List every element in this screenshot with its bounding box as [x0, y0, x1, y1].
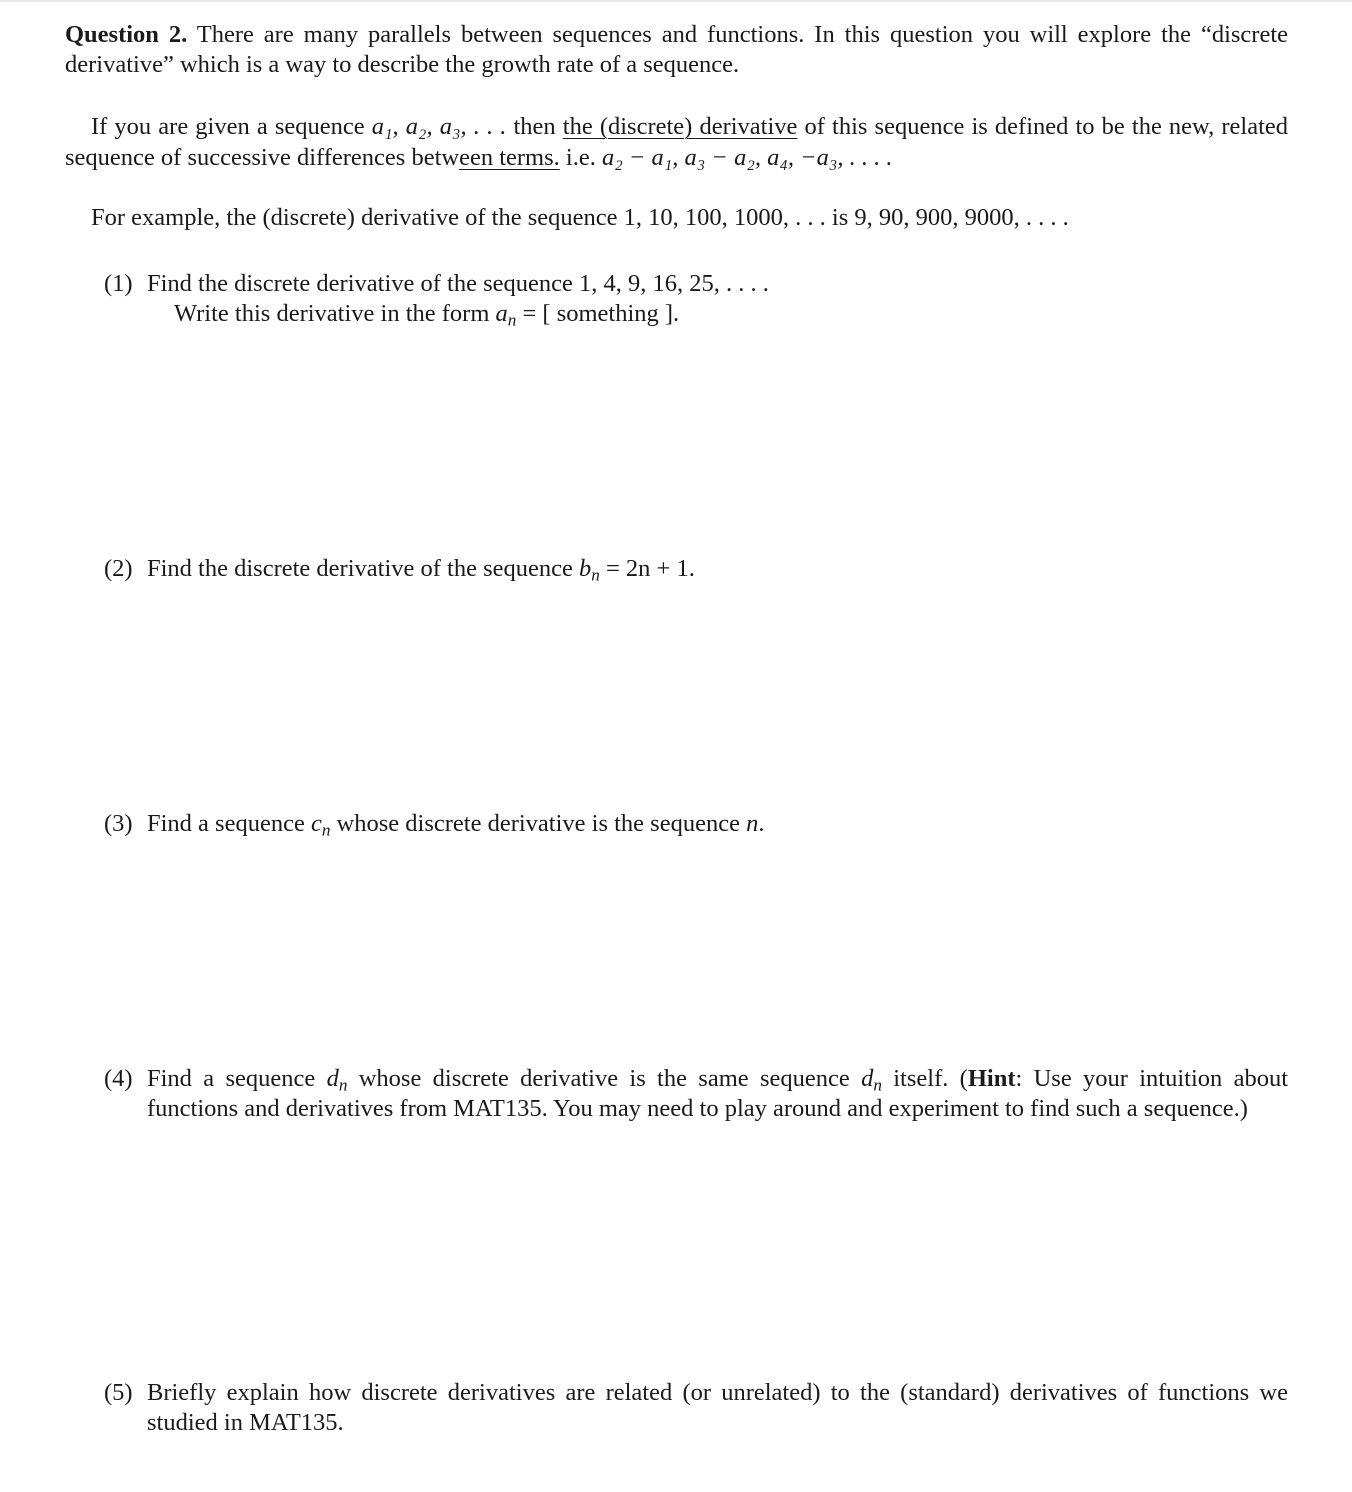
part-4-sub-b: n	[873, 1075, 882, 1095]
definition-lead: If you are given a sequence	[91, 113, 365, 140]
definition-then: then	[513, 113, 556, 140]
part-4-sub-a: n	[338, 1075, 348, 1095]
part-1-number: (1)	[104, 270, 133, 297]
part-3-sub: n	[321, 820, 331, 840]
part-1-form-var: a	[495, 299, 508, 327]
example-result: 9, 90, 900, 9000, . . . .	[854, 204, 1069, 231]
part-3-period: .	[758, 810, 765, 837]
part-3-var: c	[310, 810, 322, 837]
part-1-line-1	[147, 269, 1288, 299]
part-4-text-b: whose discrete derivative is the same sequence	[358, 1065, 850, 1092]
part-1-line-2	[147, 299, 1288, 329]
part-1-text: Find the discrete derivative of the sequence	[147, 270, 573, 297]
definition-term-underlined: the (discrete) derivative	[562, 113, 798, 140]
part-3-text-a: Find a sequence	[147, 810, 305, 837]
definition-term-underlined-2: een terms.	[459, 144, 560, 171]
part-4-text-a: Find a sequence	[147, 1065, 316, 1092]
part-4-body	[147, 1064, 1288, 1123]
definition-ie: i.e.	[565, 144, 596, 171]
example-lead: For example, the (discrete) derivative of the sequence	[91, 204, 618, 231]
part-1-form-rest: = [ something ].	[516, 299, 680, 327]
part-4-var-b: d	[861, 1065, 874, 1092]
part-2-sub: n	[591, 565, 600, 585]
definition-middle: of this sequence is defined to be the new, related sequence of successive differences betw	[65, 113, 1289, 171]
definition-differences: a₂ − a₁, a₃ − a₂, a₄, −a₃, . . . .	[601, 144, 893, 171]
part-2	[104, 554, 1288, 586]
page-top-border	[0, 0, 1352, 2]
part-1-form-sub: n	[507, 309, 517, 329]
part-5-text: Briefly explain how discrete derivatives are related (or unrelated) to the (standard) derivatives of functions we studied in MAT135.	[147, 1379, 1288, 1436]
part-4	[104, 1064, 1288, 1156]
part-4-hint-label: Hint	[967, 1065, 1016, 1092]
part-2-rest: = 2n + 1.	[599, 555, 695, 582]
part-1	[104, 269, 1288, 333]
part-5-body	[147, 1378, 1288, 1437]
part-5	[104, 1378, 1288, 1440]
sequence-a-terms: a₁, a₂, a₃, . . .	[371, 113, 507, 140]
example-paragraph	[91, 203, 1288, 233]
example-is: is	[831, 204, 849, 231]
part-3-body	[147, 809, 1288, 839]
part-5-number: (5)	[104, 1379, 133, 1406]
definition-paragraph	[65, 111, 1288, 173]
question-intro	[65, 20, 1288, 79]
question-heading: Question 2.	[65, 21, 188, 48]
part-1-body	[147, 269, 1288, 328]
part-4-number: (4)	[104, 1065, 133, 1092]
part-2-text: Find the discrete derivative of the sequence	[147, 555, 573, 582]
part-2-body	[147, 554, 1288, 584]
part-3	[104, 809, 1288, 841]
part-2-var: b	[579, 555, 592, 582]
part-4-var-a: d	[326, 1065, 339, 1092]
part-1-sequence: 1, 4, 9, 16, 25, . . . .	[579, 270, 769, 297]
part-1-form-text: Write this derivative in the form	[174, 299, 490, 327]
part-4-text-d: : Use your intuition about functions and derivatives from MAT135. You may need to play around and experiment to find such a sequence.)	[147, 1065, 1289, 1122]
example-sequence: 1, 10, 100, 1000, . . .	[623, 204, 826, 231]
part-4-text-c: itself. (	[893, 1065, 968, 1092]
part-3-number: (3)	[104, 810, 133, 837]
part-3-text-b: whose discrete derivative is the sequence	[336, 810, 740, 837]
question-intro-text: There are many parallels between sequences and functions. In this question you will explore the “discrete derivative” which is a way to describe the growth rate of a sequence.	[65, 21, 1288, 78]
part-2-number: (2)	[104, 555, 133, 582]
part-3-var-end: n	[746, 810, 759, 837]
